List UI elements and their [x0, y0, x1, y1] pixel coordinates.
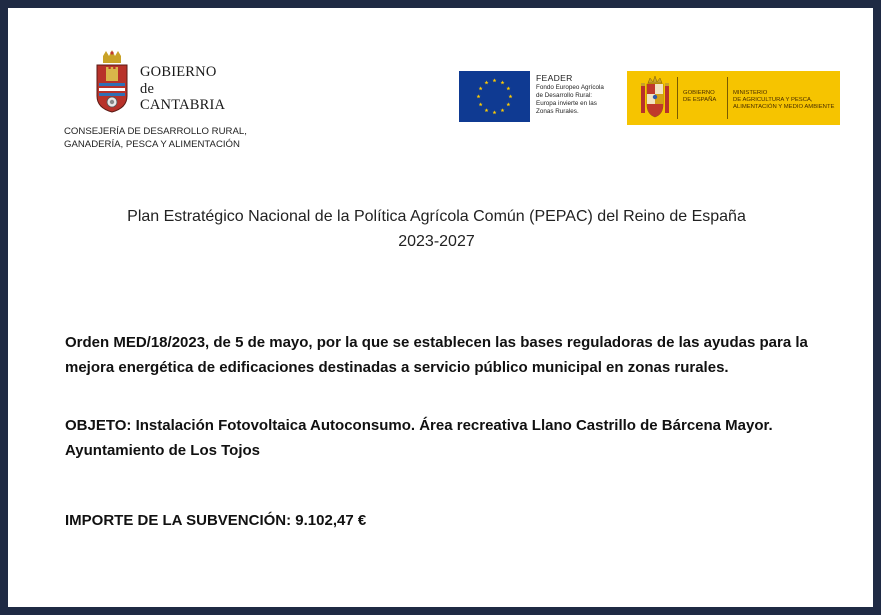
consejeria-name — [64, 126, 247, 151]
objeto-paragraph: OBJETO: Instalación Fotovoltaica Autoconsumo. Área recreativa Llano Castrillo de Bárcena Mayor. Ayuntamiento de Los Tojos — [65, 417, 773, 459]
spain-logo-divider-1 — [677, 77, 678, 119]
feader-line-3: Europa invierte en las — [536, 100, 597, 107]
consejeria-line-1: CONSEJERÍA DE DESARROLLO RURAL, — [64, 126, 247, 137]
eu-flag-icon — [459, 71, 530, 122]
cantabria-name-line-3: CANTABRIA — [140, 97, 226, 113]
feader-title: FEADER — [536, 73, 573, 83]
cantabria-logo — [58, 44, 288, 154]
feader-block — [536, 73, 626, 116]
gobierno-espana-line-1: GOBIERNO — [683, 90, 715, 96]
feader-line-2: de Desarrollo Rural: — [536, 92, 592, 99]
cantabria-name-line-2: de — [140, 80, 155, 97]
ministerio-line-2: DE AGRICULTURA Y PESCA, — [733, 97, 813, 104]
orden-paragraph: Orden MED/18/2023, de 5 de mayo, por la que se establecen las bases reguladoras de las ayudas para la mejora energética de edificaciones destinadas a servicio público municipal en zonas rurales. — [65, 334, 808, 376]
importe-subvencion: IMPORTE DE LA SUBVENCIÓN: 9.102,47 € — [65, 512, 367, 529]
consejeria-line-2: GANADERÍA, PESCA Y ALIMENTACIÓN — [64, 138, 240, 150]
gobierno-espana-text — [683, 90, 716, 104]
feader-line-4: Zonas Rurales. — [536, 108, 579, 115]
ministerio-line-3: ALIMENTACIÓN Y MEDIO AMBIENTE — [733, 104, 835, 111]
plan-title-line-2: 2023-2027 — [398, 233, 475, 250]
spain-coat-of-arms-icon — [641, 75, 669, 119]
cantabria-coat-of-arms-icon — [94, 50, 130, 114]
feader-description — [536, 84, 626, 116]
plan-title — [40, 204, 833, 254]
ministerio-line-1: MINISTERIO — [733, 90, 768, 96]
gobierno-espana-line-2: DE ESPAÑA — [683, 97, 717, 104]
cantabria-name — [140, 64, 225, 114]
feader-line-1: Fondo Europeo Agrícola — [536, 84, 604, 91]
spain-logo-divider-2 — [727, 77, 728, 119]
ministerio-text — [733, 90, 834, 112]
plan-title-line-1: Plan Estratégico Nacional de la Política Agrícola Común (PEPAC) del Reino de España — [127, 208, 746, 225]
spain-government-logo — [627, 71, 840, 125]
cantabria-name-line-1: GOBIERNO — [140, 64, 217, 80]
